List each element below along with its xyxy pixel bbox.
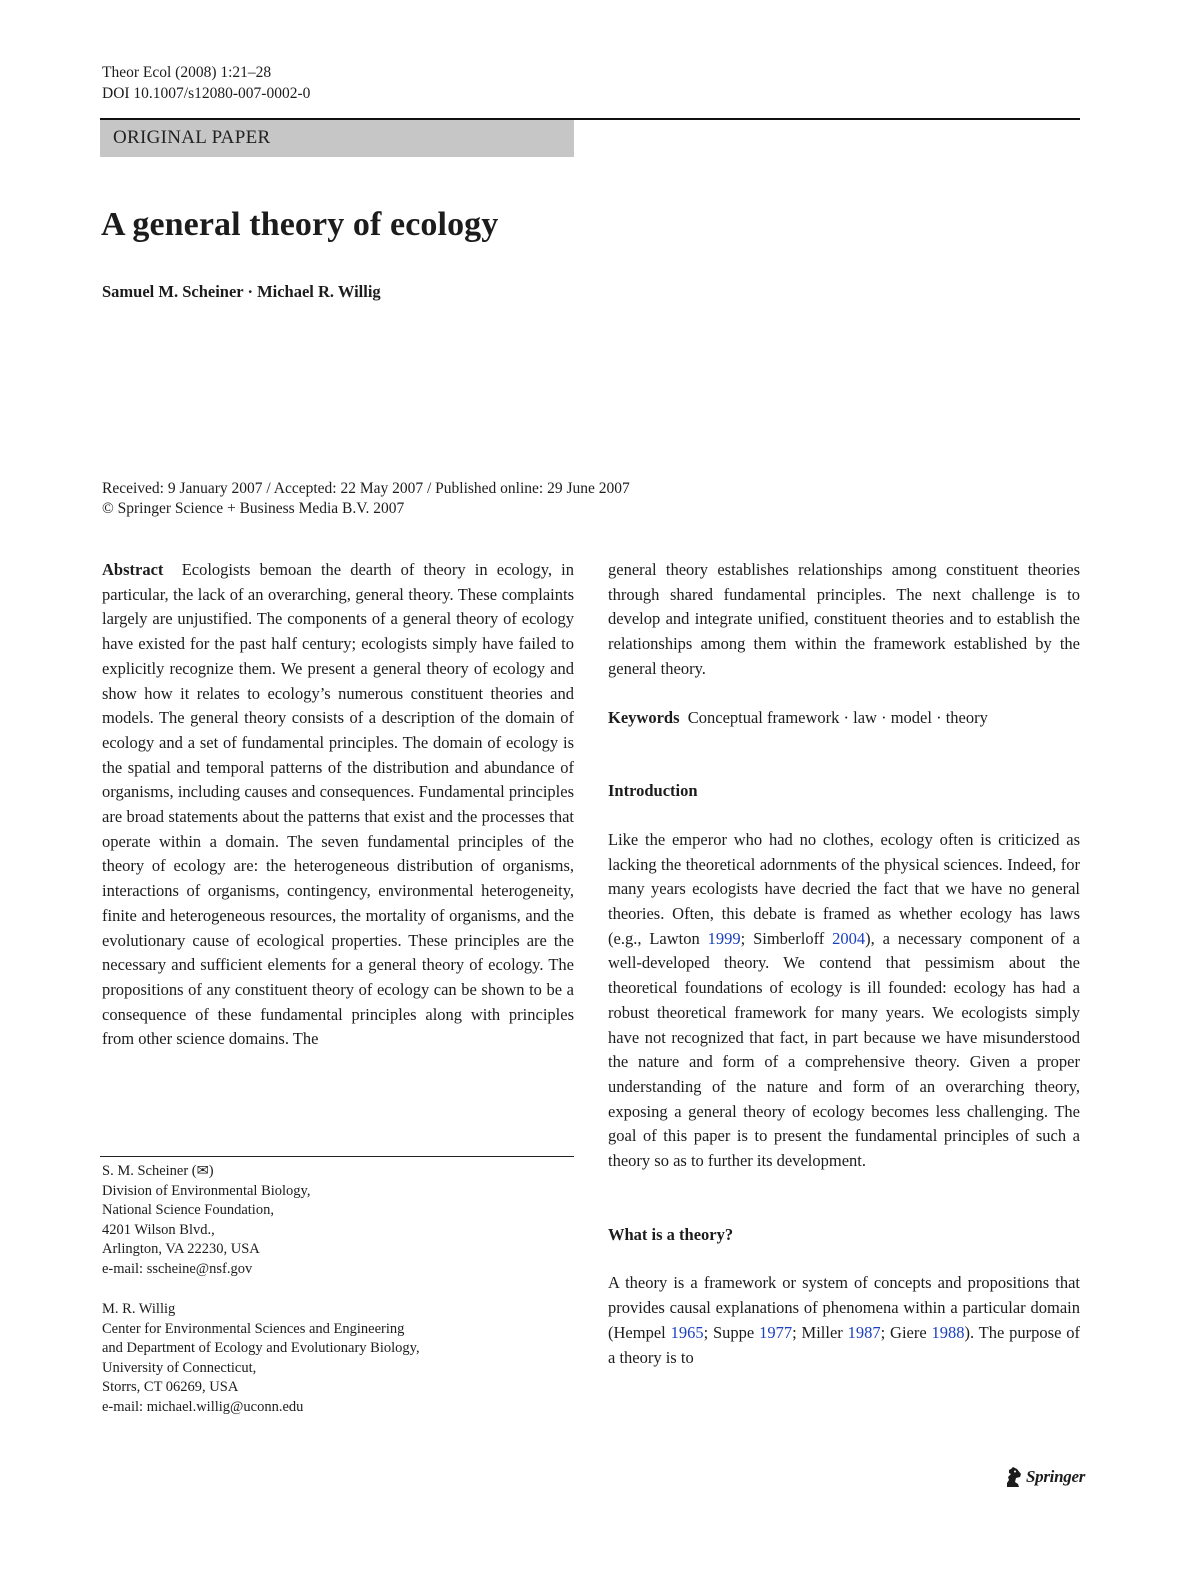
keywords-label: Keywords — [608, 707, 680, 727]
doi: DOI 10.1007/s12080-007-0002-0 — [102, 85, 311, 102]
springer-logo — [1003, 1466, 1085, 1488]
affiliation-line: National Science Foundation, — [102, 1202, 274, 1218]
affiliation-line: and Department of Ecology and Evolutionary Biology, — [102, 1340, 420, 1356]
intro-text-1: Like the emperor who had no clothes, ecology often is criticized as lacking the theoretical adornments of the physical sciences. Indeed, for many years ecologists have decried the fact that we have no general theories. Often, this debate is framed as whether ecology has laws (e.g., Lawton — [608, 829, 1080, 948]
affiliation-line: University of Connecticut, — [102, 1359, 257, 1376]
theory-text-4: ; Giere — [880, 1322, 932, 1342]
abstract-label: Abstract — [102, 560, 164, 579]
date-history: Received: 9 January 2007 / Accepted: 22 May 2007 / Published online: 29 June 2007 — [102, 480, 630, 497]
theory-text-2: ; Suppe — [703, 1322, 760, 1342]
citation-link[interactable]: 1965 — [670, 1322, 704, 1342]
affiliation-line: Arlington, VA 22230, USA — [102, 1241, 260, 1257]
citation-link[interactable]: 1977 — [759, 1322, 793, 1342]
springer-knight-icon — [1003, 1466, 1023, 1488]
footnote-author2 — [102, 1300, 420, 1417]
authors: Samuel M. Scheiner · Michael R. Willig — [102, 282, 381, 301]
intro-text-3: ), a necessary component of a well-developed theory. We contend that pessimism about the theoretical foundations of ecology is ill founded: ecology has had a robust theoretical framework for many years. We ecologists simply have not recognized that fact, in part because we have misunderstood the nature and form of a comprehensive theory. Given a proper understanding of the nature and form of an overarching theory, exposing a general theory of ecology becomes less challenging. The goal of this paper is to present the fundamental principles of such a theory so as to further its development. — [608, 928, 1080, 1171]
what-is-theory-heading: What is a theory? — [608, 1224, 734, 1244]
affiliation-line: Division of Environmental Biology, — [102, 1182, 311, 1199]
citation-link[interactable]: 1988 — [931, 1322, 965, 1342]
theory-text-1: A theory is a framework or system of concepts and propositions that provides causal explanations of phenomena within a particular domain (Hempel — [608, 1273, 1080, 1342]
citation-link[interactable]: 1999 — [707, 928, 741, 948]
right-column — [608, 558, 1080, 1370]
introduction-paragraph — [608, 828, 1080, 1174]
paper-title: A general theory of ecology — [101, 206, 499, 243]
footnote-rule — [100, 1156, 574, 1157]
affiliation-line: Center for Environmental Sciences and Engineering — [102, 1320, 405, 1337]
author1-email[interactable]: e-mail: sscheine@nsf.gov — [102, 1260, 253, 1277]
citation-link[interactable]: 1987 — [847, 1322, 881, 1342]
affiliation-line: Storrs, CT 06269, USA — [102, 1379, 239, 1395]
publication-dates — [102, 479, 630, 519]
author1-name: S. M. Scheiner (✉) — [102, 1163, 214, 1179]
affiliation-line: 4201 Wilson Blvd., — [102, 1221, 215, 1238]
author2-name: M. R. Willig — [102, 1301, 176, 1317]
abstract-text-left: Ecologists bemoan the dearth of theory in ecology, in particular, the lack of an overarching, general theory. These complaints largely are unjustified. The components of a general theory of ecology have existed for the past half century; ecologists simply have failed to explicitly recognize them. We present a general theory of ecology and show how it relates to ecology’s numerous constituent theories and models. The general theory consists of a description of the domain of ecology and a set of fundamental principles. The domain of ecology is the spatial and temporal patterns of the distribution and abundance of organisms, including causes and consequences. Fundamental principles are broad statements about the patterns that exist and the processes that operate within a domain. The seven fundamental principles of the theory of ecology are: the heterogeneous distribution of organisms, interactions of organisms, contingency, environmental heterogeneity, finite and heterogeneous resources, the mortality of organisms, and the evolutionary cause of ecological properties. These principles are the necessary and sufficient elements for a general theory of ecology. The propositions of any constituent theory of ecology can be shown to be a consequence of these fundamental principles along with principles from other science domains. The — [102, 560, 574, 1049]
publisher-name: Springer — [1026, 1467, 1086, 1486]
theory-text-3: ; Miller — [792, 1322, 848, 1342]
journal-citation: Theor Ecol (2008) 1:21–28 — [102, 64, 272, 81]
introduction-heading: Introduction — [608, 781, 698, 801]
theory-paragraph — [608, 1271, 1080, 1370]
left-column — [102, 558, 574, 1052]
keywords — [608, 706, 1080, 731]
abstract-text-right: general theory establishes relationships among constituent theories through shared fundamental principles. The next challenge is to develop and integrate unified, constituent theories and to establish the relationships among them within the framework established by the general theory. — [608, 560, 1080, 678]
section-label: ORIGINAL PAPER — [113, 127, 271, 148]
theory-text-5: ). The purpose of a theory is to — [608, 1322, 1080, 1367]
keywords-text: Conceptual framework · law · model · theory — [687, 707, 988, 727]
footnote-author1 — [102, 1162, 311, 1279]
citation-link[interactable]: 2004 — [832, 928, 866, 948]
intro-text-2: ; Simberloff — [740, 928, 833, 948]
abstract-paragraph — [102, 558, 574, 1052]
copyright: © Springer Science + Business Media B.V. 2007 — [102, 500, 405, 517]
journal-header — [102, 62, 310, 104]
author2-email[interactable]: e-mail: michael.willig@uconn.edu — [102, 1398, 304, 1415]
